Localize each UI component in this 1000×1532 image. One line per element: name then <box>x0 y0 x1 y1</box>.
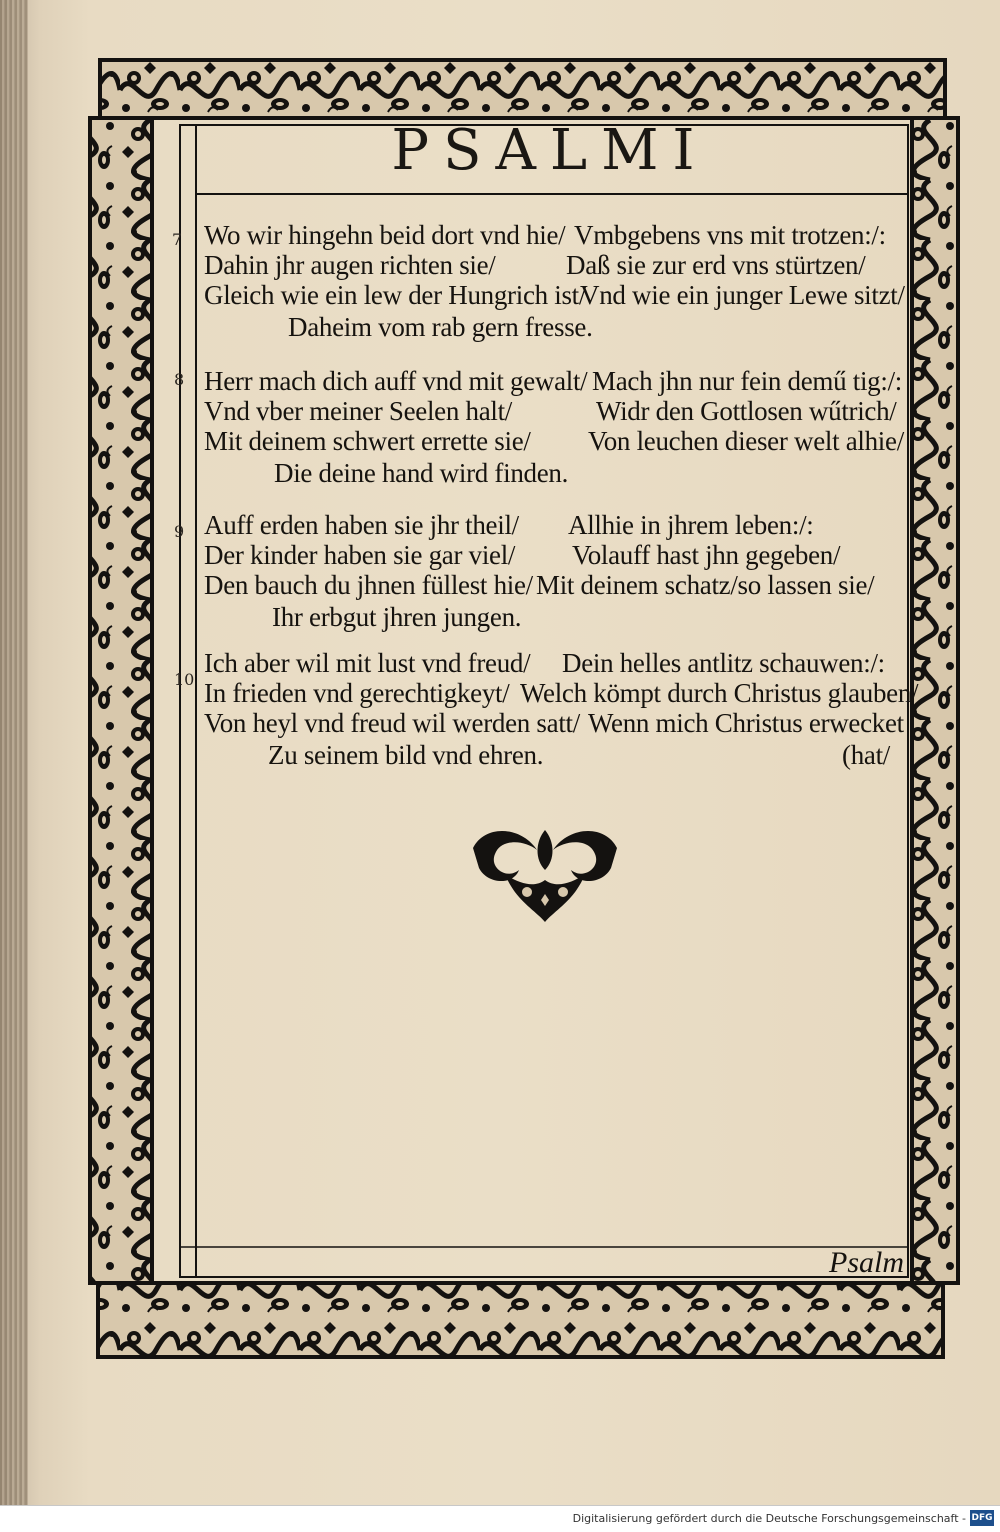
verse-line-left: Mit deinem schwert errette sie/ <box>204 426 531 456</box>
stanza-number: 7 <box>172 230 183 249</box>
verse-line-left: Der kinder haben sie gar viel/ <box>204 540 516 570</box>
verse-line-left: Dahin jhr augen richten sie/ <box>204 250 496 280</box>
verse-line-right: Dein helles antlitz schauwen:/: <box>562 648 885 678</box>
verse-line-left: In frieden vnd gerechtigkeyt/ <box>204 678 510 708</box>
verse-line-right: Vmbgebens vns mit trotzen:/: <box>574 220 886 250</box>
verse-line-right: Wenn mich Christus erwecket <box>588 708 904 738</box>
verse-line-right: Von leuchen dieser welt alhie/ <box>588 426 904 456</box>
verse-closing-line: Daheim vom rab gern fresse. <box>288 312 593 342</box>
verse-line-right: Volauff hast jhn gegeben/ <box>572 540 841 570</box>
verse-closing-line: Zu seinem bild vnd ehren. <box>268 740 544 770</box>
verse-line-right: Daß sie zur erd vns stürtzen/ <box>566 250 866 280</box>
verse-line-left: Herr mach dich auff vnd mit gewalt/ <box>204 366 588 396</box>
stanza-number: 8 <box>174 370 185 389</box>
verse-line-left: Vnd vber meiner Seelen halt/ <box>204 396 512 426</box>
dfg-logo: DFG <box>970 1510 994 1526</box>
verse-line-left: Den bauch du jhnen füllest hie/ <box>204 570 533 600</box>
verse-line-right: Mit deinem schatz/so lassen sie/ <box>536 570 875 600</box>
verse-closing-line: Ihr erbgut jhren jungen. <box>272 602 522 632</box>
catchword: Psalm <box>829 1246 904 1279</box>
footer-credit: Digitalisierung gefördert durch die Deutsche Forschungsgemeinschaft - <box>572 1512 966 1525</box>
verse-closing-line: Die deine hand wird finden. <box>274 458 569 488</box>
page-title: PSALMI <box>391 118 709 183</box>
stanza-number: 9 <box>174 522 185 541</box>
verse-line-right: Welch kömpt durch Christus glauben/ <box>520 678 919 708</box>
digitization-footer <box>0 1505 1000 1532</box>
verse-line-left: Gleich wie ein lew der Hungrich ist/ <box>204 280 587 310</box>
verse-line-right: Widr den Gottlosen wűtrich/ <box>596 396 897 426</box>
verse-line-left: Auff erden haben sie jhr theil/ <box>204 510 519 540</box>
fleuron-ornament-icon <box>473 830 617 922</box>
stanza-number: 10 <box>174 670 195 689</box>
verse-line-left: Wo wir hingehn beid dort vnd hie/ <box>204 220 566 250</box>
verse-line-left: Ich aber wil mit lust vnd freud/ <box>204 648 531 678</box>
verse-line-right: Mach jhn nur fein demű tig:/: <box>592 366 902 396</box>
verse-line-left: Von heyl vnd freud wil werden satt/ <box>204 708 580 738</box>
verse-line-right: Allhie in jhrem leben:/: <box>568 510 814 540</box>
verse-turnover: (hat/ <box>842 740 890 770</box>
verse-line-right: Vnd wie ein junger Lewe sitzt/ <box>580 280 905 310</box>
